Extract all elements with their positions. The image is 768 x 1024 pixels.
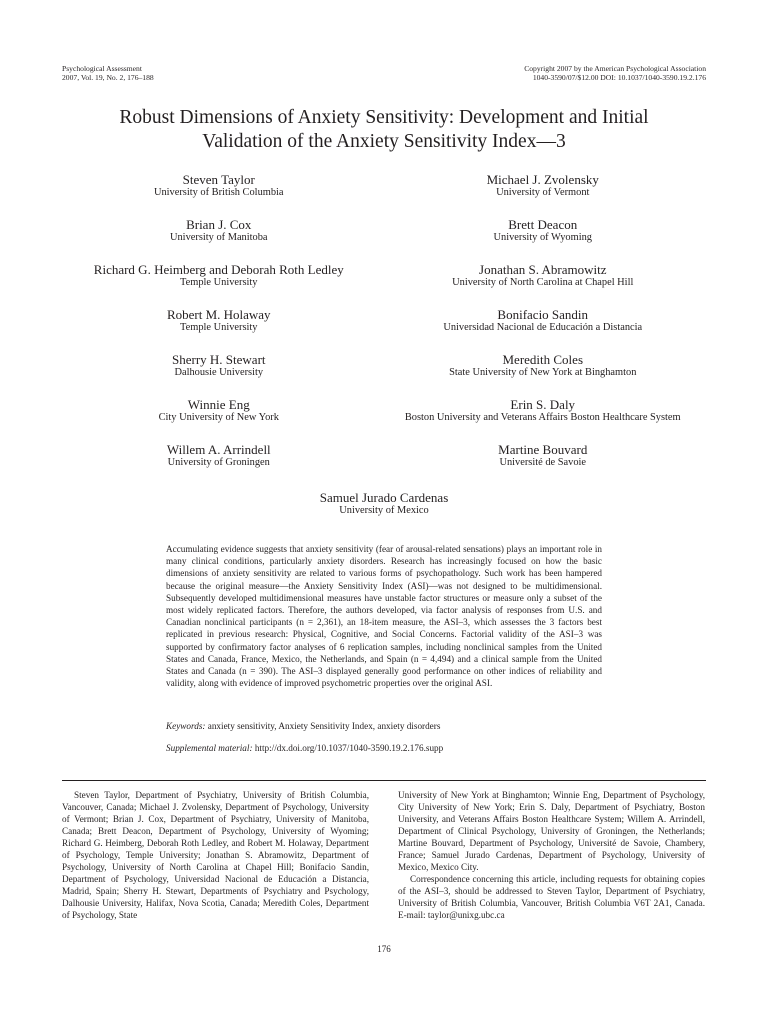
author-block bbox=[60, 307, 378, 352]
author-name: Brian J. Cox bbox=[186, 217, 252, 232]
author-note-paragraph: University of New York at Binghamton; Winnie Eng, Department of Psychology, City University of New York; Erin S. Daly, Department of Psychiatry, Boston University, and Veterans Affairs Boston Healthcare System; Willem A. Arrindell, Department of Clinical Psychology, University of Groningen, the Netherlands; Martine Bouvard, Department of Psychology, Université de Savoie, Chambery, France; Samuel Jurado Cardenas, Department of Psychology, University of Mexico, Mexico City. bbox=[398, 790, 705, 873]
author-name: Steven Taylor bbox=[182, 172, 255, 187]
author-block bbox=[60, 172, 378, 217]
author-block bbox=[378, 352, 708, 397]
author-name: Brett Deacon bbox=[508, 217, 578, 232]
author-block bbox=[378, 262, 708, 307]
author-block bbox=[378, 307, 708, 352]
author-name: Erin S. Daly bbox=[510, 397, 576, 412]
author-list bbox=[60, 172, 708, 487]
author-affiliation: University of Groningen bbox=[167, 457, 270, 468]
author-block bbox=[60, 262, 378, 307]
correspondence-paragraph: Correspondence concerning this article, including requests for obtaining copies of the ASI–3, should be addressed to Steven Taylor, Department of Psychiatry, University of British Columbia, Vancouver, British Columbia V6T 2A1, Canada. E-mail: taylor@unixg.ubc.ca bbox=[398, 874, 705, 921]
author-row bbox=[60, 217, 708, 262]
author-affiliation: University of Vermont bbox=[496, 187, 590, 198]
page-number: 176 bbox=[377, 944, 391, 954]
author-block bbox=[378, 172, 708, 217]
doi-line: 1040-3590/07/$12.00 DOI: 10.1037/1040-3590.19.2.176 bbox=[532, 73, 706, 82]
author-row bbox=[60, 397, 708, 442]
author-name: Richard G. Heimberg and Deborah Roth Ledley bbox=[93, 262, 344, 277]
abstract: Accumulating evidence suggests that anxiety sensitivity (fear of arousal-related sensations) plays an important role in many clinical conditions, particularly anxiety disorders. Research has increasingly focused on how the basic dimensions of anxiety sensitivity are related to various forms of psychopathology. Such work has been hampered because the original measure—the Anxiety Sensitivity Index (ASI)—was not designed to be multidimensional. Subsequently developed multidimensional measures have unstable factor structures or measure only a subset of the most widely replicated factors. Therefore, the authors developed, via factor analysis of responses from U.S. and Canadian nonclinical participants (n = 2,361), an 18-item measure, the ASI–3, which assesses the 3 factors best replicated in previous research: Physical, Cognitive, and Social Concerns. Factorial validity of the ASI–3 was supported by confirmatory factor analyses of 6 replication samples, including nonclinical samples from the United States and Canada, France, Mexico, the Netherlands, and Spain (n = 4,494) and a clinical sample from the United States and Canada (n = 390). The ASI–3 displayed generally good performance on other indices of reliability and validity, along with evidence of improved psychometric properties over the original ASI. bbox=[166, 544, 602, 689]
author-row bbox=[60, 172, 708, 217]
author-affiliation: University of Mexico bbox=[339, 505, 429, 516]
author-name: Jonathan S. Abramowitz bbox=[479, 262, 607, 277]
author-block bbox=[60, 397, 378, 442]
author-affiliation: Boston University and Veterans Affairs Boston Healthcare System bbox=[404, 412, 681, 423]
author-name: Martine Bouvard bbox=[498, 442, 588, 457]
running-header-left bbox=[62, 64, 154, 82]
running-header-right bbox=[524, 64, 706, 82]
journal-name: Psychological Assessment bbox=[62, 64, 142, 73]
author-block bbox=[378, 217, 708, 262]
author-block bbox=[60, 352, 378, 397]
author-row bbox=[60, 352, 708, 397]
author-affiliation: Universidad Nacional de Educación a Distancia bbox=[443, 322, 643, 333]
author-name: Michael J. Zvolensky bbox=[486, 172, 599, 187]
author-row bbox=[60, 262, 708, 307]
author-affiliation: State University of New York at Binghamton bbox=[449, 367, 637, 378]
author-name: Sherry H. Stewart bbox=[172, 352, 266, 367]
article-title bbox=[60, 106, 708, 154]
supplemental-link[interactable]: http://dx.doi.org/10.1037/1040-3590.19.2.176.supp bbox=[254, 743, 444, 753]
author-affiliation: Dalhousie University bbox=[174, 367, 264, 378]
author-block bbox=[378, 397, 708, 442]
journal-citation: 2007, Vol. 19, No. 2, 176–188 bbox=[62, 73, 154, 82]
copyright-line: Copyright 2007 by the American Psychological Association bbox=[524, 64, 706, 73]
author-affiliation: University of Wyoming bbox=[493, 232, 592, 243]
title-line-2: Validation of the Anxiety Sensitivity Index—3 bbox=[202, 131, 566, 152]
footnote-divider bbox=[62, 780, 706, 781]
author-name: Meredith Coles bbox=[502, 352, 583, 367]
keywords bbox=[166, 720, 602, 732]
author-block bbox=[60, 442, 378, 487]
author-affiliation: University of British Columbia bbox=[153, 187, 284, 198]
author-affiliation: Université de Savoie bbox=[499, 457, 587, 468]
author-block bbox=[60, 217, 378, 262]
author-name: Robert M. Holaway bbox=[166, 307, 271, 322]
author-affiliation: University of North Carolina at Chapel Hill bbox=[452, 277, 634, 288]
author-name: Willem A. Arrindell bbox=[166, 442, 271, 457]
author-block-final bbox=[60, 490, 708, 517]
title-line-1: Robust Dimensions of Anxiety Sensitivity: Development and Initial bbox=[119, 107, 649, 128]
author-affiliation: University of Manitoba bbox=[169, 232, 268, 243]
author-row bbox=[60, 442, 708, 487]
author-row bbox=[60, 307, 708, 352]
keywords-label: Keywords: bbox=[166, 721, 206, 731]
author-name: Winnie Eng bbox=[187, 397, 250, 412]
author-block bbox=[378, 442, 708, 487]
supplemental-label: Supplemental material: bbox=[166, 743, 253, 753]
author-affiliation: Temple University bbox=[180, 322, 258, 333]
author-name: Samuel Jurado Cardenas bbox=[319, 490, 449, 505]
keywords-text: anxiety sensitivity, Anxiety Sensitivity Index, anxiety disorders bbox=[207, 721, 441, 731]
author-name: Bonifacio Sandin bbox=[497, 307, 589, 322]
supplemental-material bbox=[166, 742, 602, 754]
author-note-paragraph: Steven Taylor, Department of Psychiatry, University of British Columbia, Vancouver, Canada; Michael J. Zvolensky, Department of Psychology, University of Vermont; Brian J. Cox, Department of Psychiatry, University of Manitoba, Canada; Brett Deacon, Department of Psychology, University of Wyoming; Richard G. Heimberg, Deborah Roth Ledley, and Robert M. Holaway, Department of Psychology, Temple University; Jonathan S. Abramowitz, Department of Psychology, University of North Carolina at Chapel Hill; Bonifacio Sandin, Department of Psychology, Universidad Nacional de Educación a Distancia, Madrid, Spain; Sherry H. Stewart, Departments of Psychiatry and Psychology, Dalhousie University, Halifax, Nova Scotia, Canada; Meredith Coles, Department of Psychology, State bbox=[62, 790, 369, 921]
author-affiliation: City University of New York bbox=[158, 412, 279, 423]
author-affiliation: Temple University bbox=[180, 277, 258, 288]
author-note-left bbox=[62, 789, 369, 922]
author-note-right bbox=[398, 789, 705, 922]
